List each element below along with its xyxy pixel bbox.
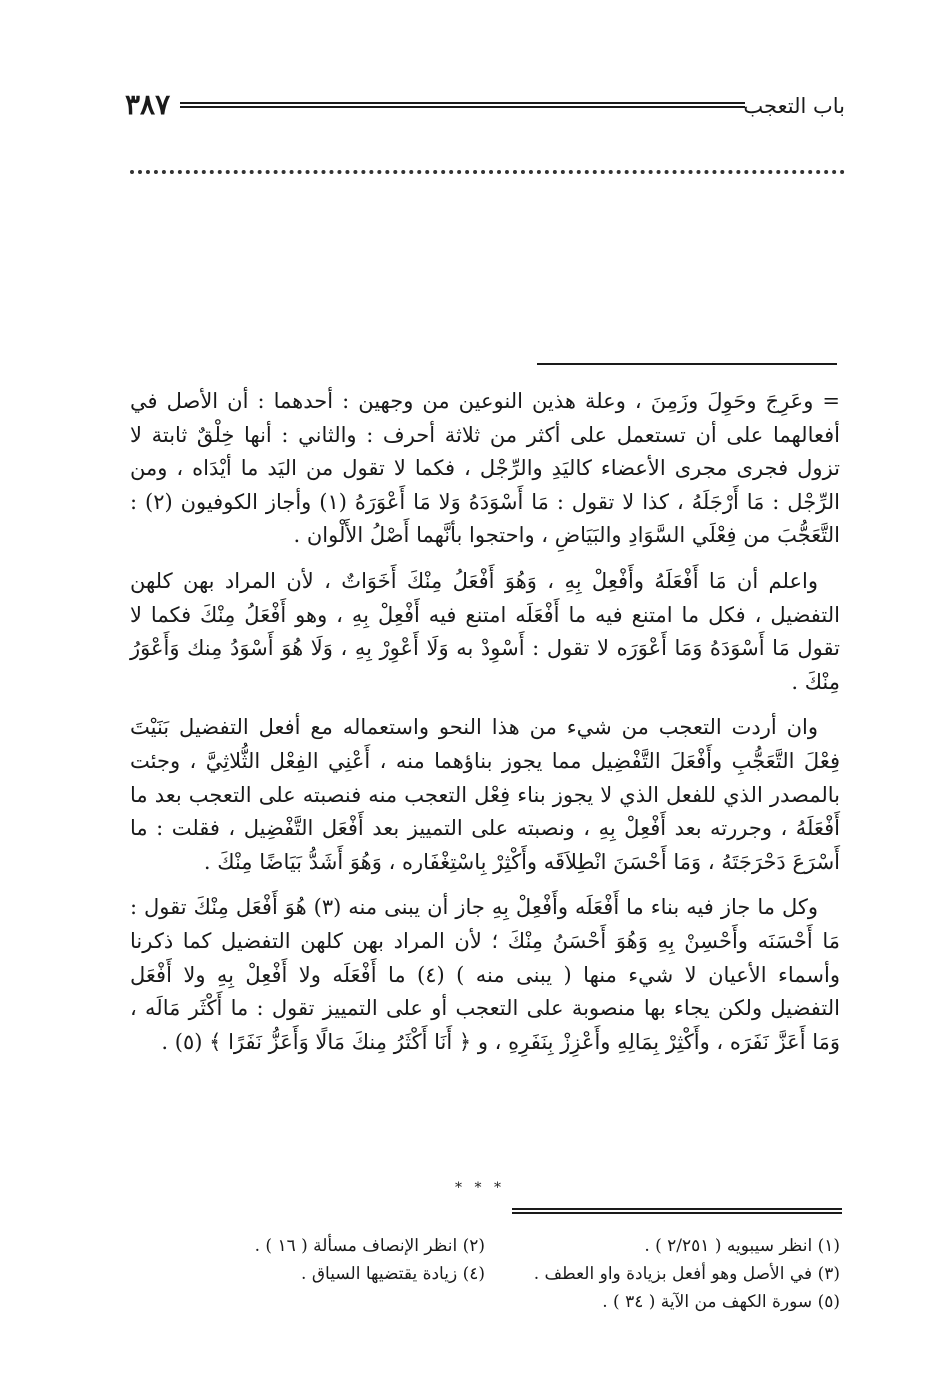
header-rule (180, 102, 745, 108)
page-number: ٣٨٧ (125, 88, 171, 121)
footnote-rule (512, 1208, 842, 1214)
footnote: (٣) في الأصل وهو أفعل بزيادة واو العطف . (533, 1264, 840, 1284)
chapter-title: باب التعجب (743, 94, 845, 118)
footnote (130, 1288, 485, 1316)
paragraph: = وعَرِجَ وحَوِلَ وزَمِنَ ، وعلة هذين النوعين من وجهين : أحدهما : أن الأصل في أفعالهما على أن تستعمل على أكثر من ثلاثة أحرف : والثاني : أنها خِلْقٌ ثابتة لا تزول فجرى مجرى الأعضاء كاليَدِ والرِّجْل ، فكما لا تقول من اليَد ما أيْدَاه ، ومن الرِّجْل : مَا أَرْجَلَهُ ، كذا لا تقول : مَا أَسْوَدَهُ وَلا مَا أَعْوَرَهُ (١) وأجاز الكوفيون (٢) : التَّعَجُّبَ من فِعْلَي السَّوَادِ والبَيَاضِ ، واحتجوا بأنَّهما أَصْلُ الأَلْوان . (130, 389, 840, 548)
footnote: (٥) سورة الكهف من الآية ( ٣٤ ) . (602, 1292, 840, 1312)
section-rule (537, 363, 837, 365)
footnotes (130, 1232, 840, 1316)
paragraph: واعلم أن مَا أَفْعَلَهُ وأَفْعِلْ بِهِ ، وَهُوَ أَفْعَلُ مِنْكَ أَخَوَاتٌ ، لأن المراد بهن كلهن التفضيل ، فكل ما امتنع فيه ما أَفْعَلَه امتنع فيه أَفْعِلْ بِهِ ، وهو أَفْعَلُ مِنْكَ فكما لا تقول مَا أَسْوَدَهُ وَمَا أَعْوَرَه لا تقول : أَسْوِدْ به وَلَا أَعْوِرْ بِهِ ، وَلَا هُوَ أَسْوَدُ مِنك وَأَعْوَرُ مِنْكَ . (130, 568, 840, 694)
footnote: (١) انظر سيبويه ( ٢/٢٥١ ) . (644, 1236, 840, 1256)
paragraph: وكل ما جاز فيه بناء ما أَفْعَلَه وأَفْعِلْ بِهِ جاز أن يبنى منه (٣) هُوَ أَفْعَل مِنْكَ تقول : مَا أَحْسَنَه وأَحْسِنْ بِهِ وَهُوَ أَحْسَنُ مِنْكَ ؛ لأن المراد بهن كلهن التفضيل كما ذكرنا وأسماء الأعيان لا شيء منها ( يبنى منه ) (٤) ما أَفْعَلَه ولا أَفْعِلْ بِهِ ولا أَفْعَل التفضيل ولكن يجاء بها منصوبة على التعجب أو على التمييز تقول : ما أَكْثَر مَالَه ، وَمَا أَعَزَّ نَفَرَه ، وأَكْثِرْ بِمَالِهِ وأَعْزِزْ بِنَفَرِهِ ، و ﴿ أَنَا أَكْثَرُ مِنكَ مَالًا وَأَعَزُّ نَفَرًا ﴾ (٥) . (130, 895, 841, 1054)
page-header (125, 88, 845, 124)
body-text (130, 385, 840, 1071)
footnote: (٢) انظر الإنصاف مسألة ( ١٦ ) . (254, 1236, 485, 1256)
section-separator: * * * (455, 1180, 505, 1196)
dotted-separator (130, 170, 845, 174)
footnote: (٤) زيادة يقتضيها السياق . (301, 1264, 485, 1284)
footnote-row (130, 1260, 840, 1288)
paragraph: وان أردت التعجب من شيء من هذا النحو واستعماله مع أفعل التفضيل بَنَيْتَ فِعْلَ التَّعَجُّبِ وأَفْعَلَ التَّفْضِيل مما يجوز بناؤهما منه ، أَعْنِي الفِعْل الثُّلاثِيَّ ، وجئت بالمصدر الذي للفعل الذي لا يجوز بناء فِعْل التعجب منه فنصبته على التعجب بعد ما أَفْعَلَهُ ، وجررته بعد أَفْعِلْ بِهِ ، ونصبته على التمييز بعد أَفْعَل التَّفْضِيل ، فقلت : ما أَسْرَعَ دَحْرَجَتَهُ ، وَمَا أَحْسَنَ انْطِلاَقَه وأَكْثِرْ بِاسْتِغْفَاره ، وَهُوَ أَشَدُّ بَيَاضًا مِنْكَ . (130, 715, 840, 874)
footnote-row (130, 1288, 840, 1316)
footnote-row (130, 1232, 840, 1260)
